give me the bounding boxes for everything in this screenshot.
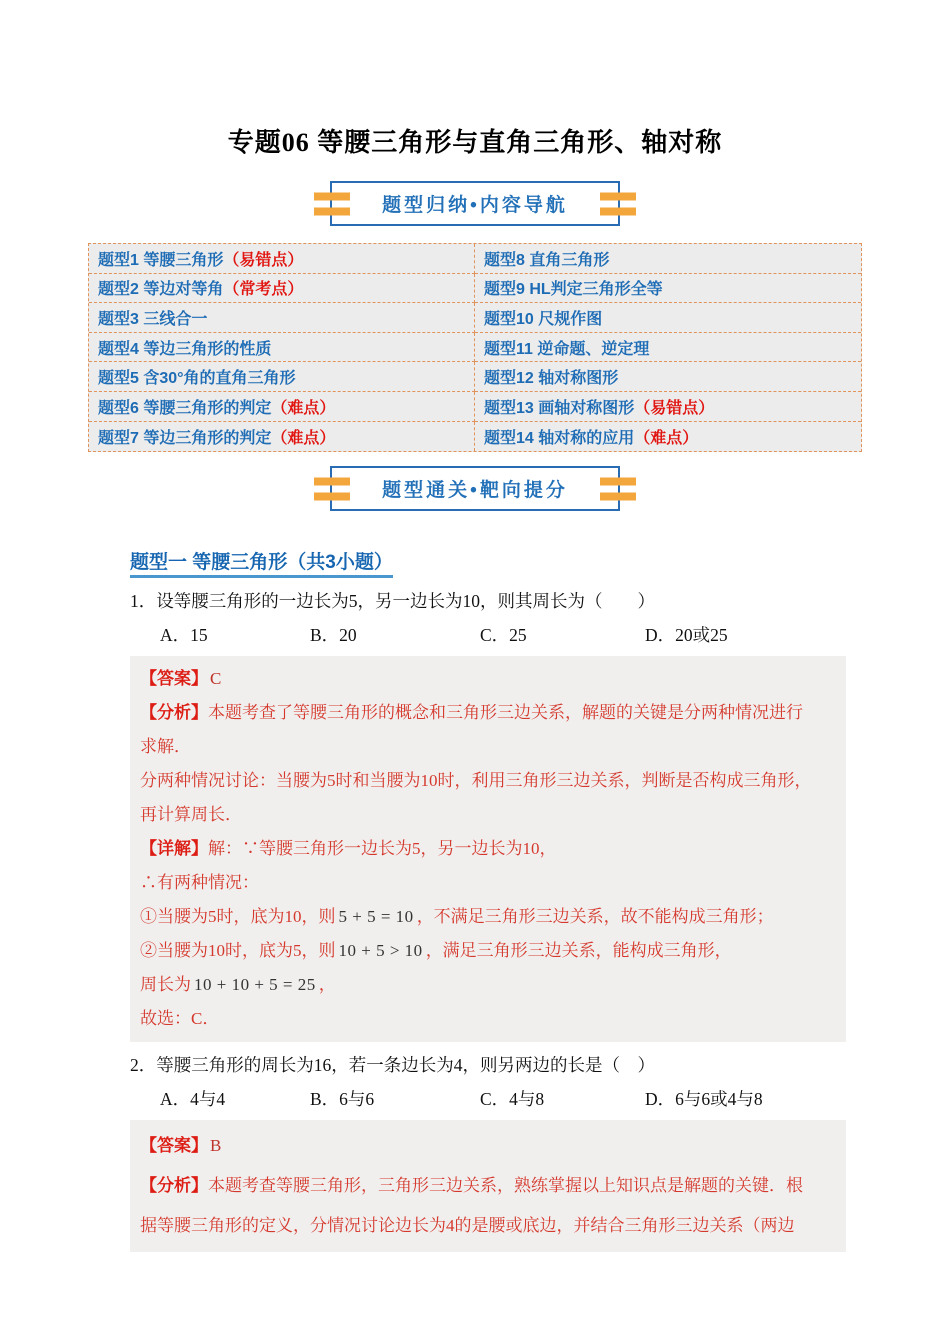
solution-line: 故选：C． xyxy=(140,1009,220,1029)
page-title: 专题06 等腰三角形与直角三角形、轴对称 xyxy=(227,128,723,157)
nav-item-10: 题型10 尺规作图 xyxy=(475,303,861,333)
double-bar-icon xyxy=(314,477,350,500)
question-1 xyxy=(130,589,846,613)
nav-badge-label: 题型归纳•内容导航 xyxy=(382,195,568,216)
question-2 xyxy=(130,1053,846,1077)
solution-line: 周长为 10 + 10 + 5 = 25 ， xyxy=(140,975,336,995)
option-d: D．6与6或4与8 xyxy=(645,1089,763,1110)
nav-item-1: 题型1 等腰三角形 （易错点） xyxy=(89,244,475,274)
content-area xyxy=(130,511,846,1252)
nav-item-12: 题型12 轴对称图形 xyxy=(475,362,861,392)
nav-item-13: 题型13 画轴对称图形 （易错点） xyxy=(475,392,861,422)
answer-line: 【答案】 B xyxy=(140,1136,222,1156)
section-heading: 题型一 等腰三角形（共3小题） xyxy=(130,547,393,578)
solution-line: 【分析】本题考查等腰三角形，三角形三边关系，熟练掌握以上知识点是解题的关键．根 xyxy=(140,1176,803,1196)
math-expression: 5 + 5 = 10 xyxy=(338,907,414,927)
math-expression: 10 + 5 > 10 xyxy=(338,941,423,961)
question-1-text: 设等腰三角形的一边长为5，另一边长为10，则其周长为（ ） xyxy=(156,591,655,612)
answer-block-1 xyxy=(130,656,846,1042)
nav-item-8: 题型8 直角三角形 xyxy=(475,244,861,274)
question-2-number: 2． xyxy=(130,1055,157,1076)
solution-line: 求解． xyxy=(140,737,191,757)
solution-line: ①当腰为5时，底为10，则 5 + 5 = 10 ，不满足三角形三边关系，故不能构成三角形； xyxy=(140,907,774,927)
question-2-options xyxy=(130,1086,846,1111)
double-bar-icon xyxy=(314,192,350,215)
practice-badge xyxy=(330,466,620,511)
option-a: A．15 xyxy=(160,625,208,646)
nav-badge-row xyxy=(0,181,950,226)
option-c: C．25 xyxy=(480,625,527,646)
option-a: A．4与4 xyxy=(160,1089,226,1110)
solution-line: 分两种情况讨论：当腰为5时和当腰为10时，利用三角形三边关系，判断是否构成三角形， xyxy=(140,771,812,791)
solution-line: 据等腰三角形的定义，分情况讨论边长为4的是腰或底边，并结合三角形三边关系（两边 xyxy=(140,1216,795,1236)
option-b: B．6与6 xyxy=(310,1089,375,1110)
nav-item-7: 题型7 等边三角形的判定 （难点） xyxy=(89,422,475,452)
nav-item-11: 题型11 逆命题、逆定理 xyxy=(475,333,861,363)
answer-line: 【答案】 C xyxy=(140,669,222,689)
nav-item-2: 题型2 等边对等角 （常考点） xyxy=(89,274,475,304)
answer-block-2 xyxy=(130,1120,846,1252)
solution-line: 再计算周长． xyxy=(140,805,242,825)
double-bar-icon xyxy=(600,192,636,215)
nav-item-6: 题型6 等腰三角形的判定 （难点） xyxy=(89,392,475,422)
solution-line: 【分析】本题考查了等腰三角形的概念和三角形三边关系，解题的关键是分两种情况进行 xyxy=(140,703,803,723)
solution-line: ∴有两种情况： xyxy=(140,873,259,893)
math-expression: 10 + 10 + 5 = 25 xyxy=(194,975,316,995)
nav-item-5: 题型5 含30°角的直角三角形 xyxy=(89,362,475,392)
question-1-options xyxy=(130,622,846,647)
question-1-number: 1． xyxy=(130,591,157,612)
option-d: D．20或25 xyxy=(645,625,728,646)
nav-item-14: 题型14 轴对称的应用 （难点） xyxy=(484,429,699,447)
nav-item-4: 题型4 等边三角形的性质 xyxy=(89,333,475,363)
nav-item-9: 题型9 HL判定三角形全等 xyxy=(475,274,861,304)
topic-nav-table xyxy=(88,243,862,452)
solution-line: ②当腰为10时，底为5，则 10 + 5 > 10 ，满足三角形三边关系，能构成三角形， xyxy=(140,941,732,961)
option-b: B．20 xyxy=(310,625,357,646)
question-2-text: 等腰三角形的周长为16，若一条边长为4，则另两边的长是（ ） xyxy=(156,1055,655,1076)
solution-line: 【详解】解：∵等腰三角形一边长为5，另一边长为10， xyxy=(140,839,557,859)
nav-item-3: 题型3 三线合一 xyxy=(89,303,475,333)
option-c: C．4与8 xyxy=(480,1089,545,1110)
double-bar-icon xyxy=(600,477,636,500)
practice-badge-row xyxy=(0,466,950,511)
nav-badge xyxy=(330,181,620,226)
practice-badge-label: 题型通关•靶向提分 xyxy=(382,480,568,502)
